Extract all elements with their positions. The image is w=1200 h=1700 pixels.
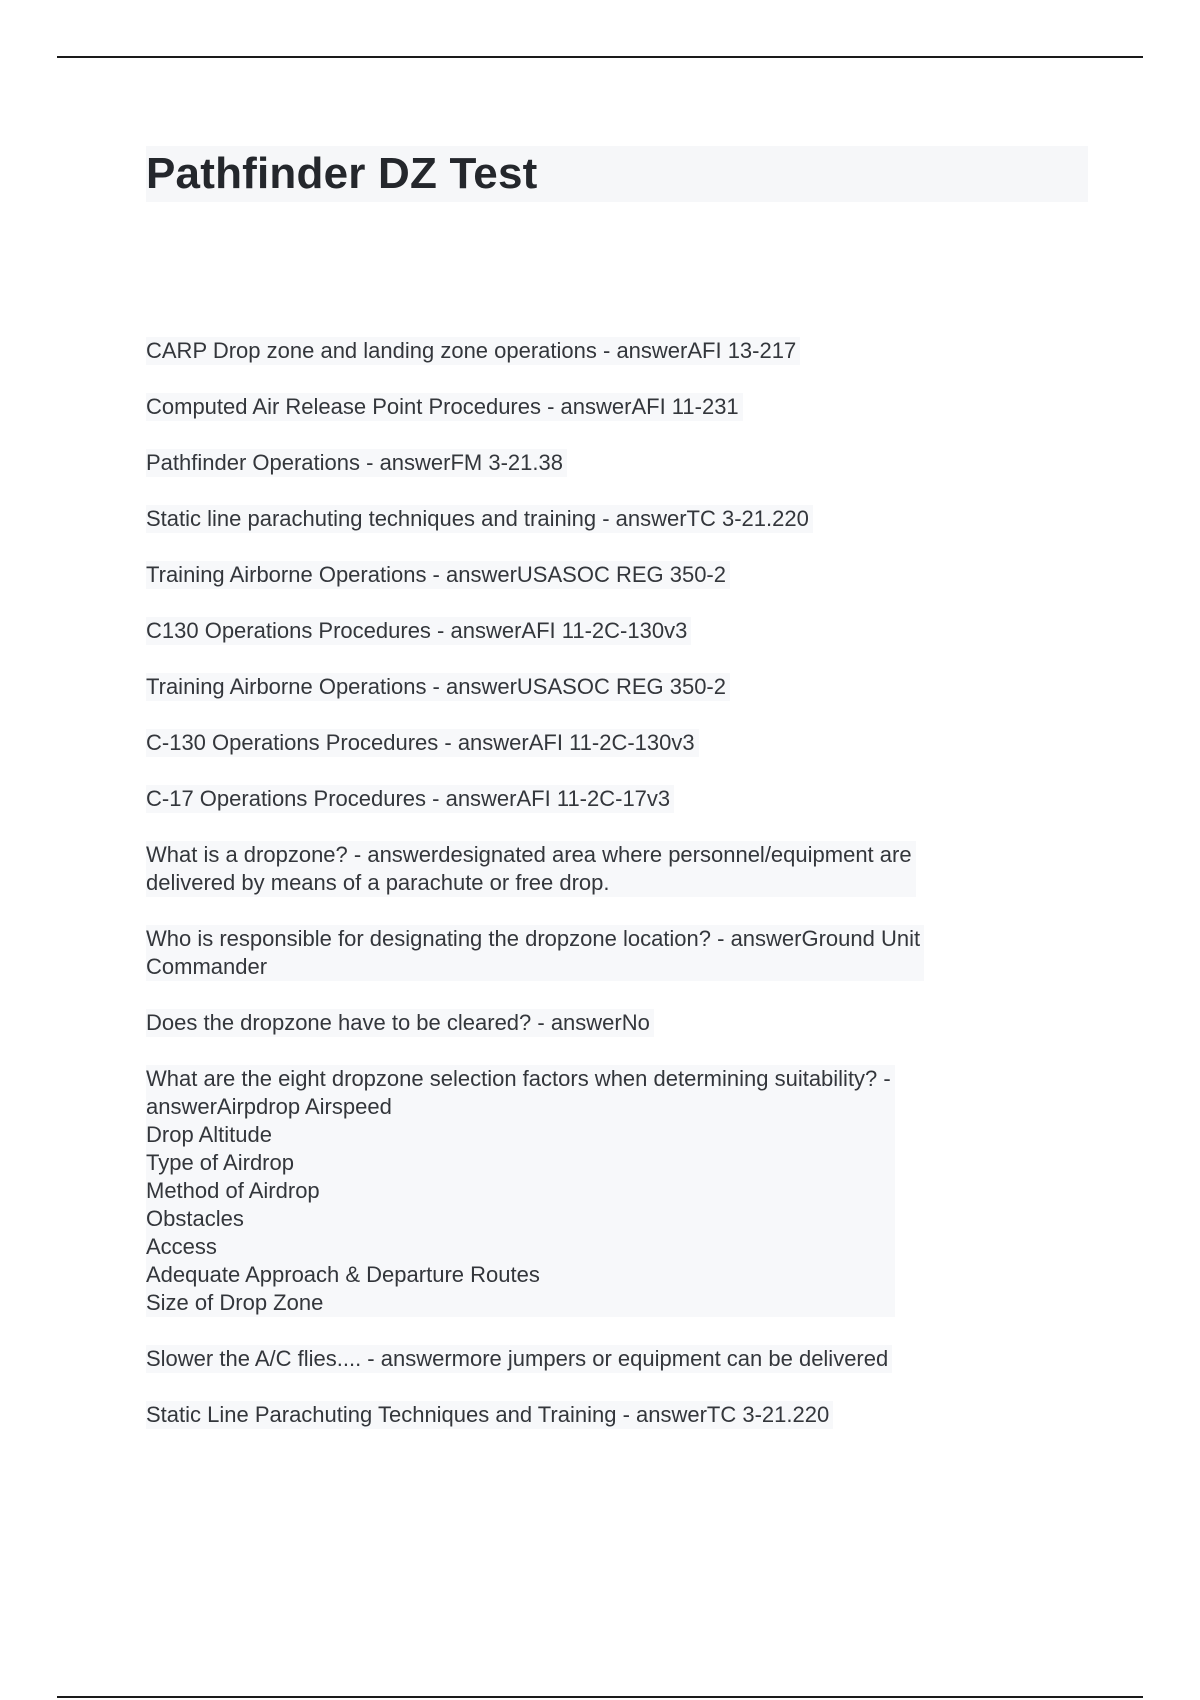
top-rule — [57, 56, 1143, 58]
qa-item: Computed Air Release Point Procedures - answerAFI 11-231 — [146, 393, 743, 421]
qa-item: C130 Operations Procedures - answerAFI 11-2C-130v3 — [146, 617, 691, 645]
qa-item: CARP Drop zone and landing zone operations - answerAFI 13-217 — [146, 337, 800, 365]
qa-item: Static Line Parachuting Techniques and Training - answerTC 3-21.220 — [146, 1401, 833, 1429]
bottom-rule — [57, 1696, 1143, 1698]
qa-item: Does the dropzone have to be cleared? - answerNo — [146, 1009, 654, 1037]
qa-item: C-130 Operations Procedures - answerAFI 11-2C-130v3 — [146, 729, 699, 757]
qa-item: Static line parachuting techniques and training - answerTC 3-21.220 — [146, 505, 813, 533]
page-title: Pathfinder DZ Test — [146, 149, 538, 198]
qa-item: What are the eight dropzone selection factors when determining suitability? - answerAirpdrop Airspeed Drop Altitude Type of Airdrop Method of Airdrop Obstacles Access Adequate Approach & Departure Routes Size of Drop Zone — [146, 1065, 895, 1317]
qa-item: C-17 Operations Procedures - answerAFI 11-2C-17v3 — [146, 785, 674, 813]
qa-list — [146, 337, 1046, 1457]
qa-item: Pathfinder Operations - answerFM 3-21.38 — [146, 449, 567, 477]
qa-item: Who is responsible for designating the dropzone location? - answerGround Unit Commander — [146, 925, 924, 981]
qa-item: Training Airborne Operations - answerUSASOC REG 350-2 — [146, 561, 730, 589]
qa-item: What is a dropzone? - answerdesignated area where personnel/equipment are delivered by means of a parachute or free drop. — [146, 841, 916, 897]
title-block — [146, 146, 1088, 202]
qa-item: Training Airborne Operations - answerUSASOC REG 350-2 — [146, 673, 730, 701]
qa-item: Slower the A/C flies.... - answermore jumpers or equipment can be delivered — [146, 1345, 892, 1373]
